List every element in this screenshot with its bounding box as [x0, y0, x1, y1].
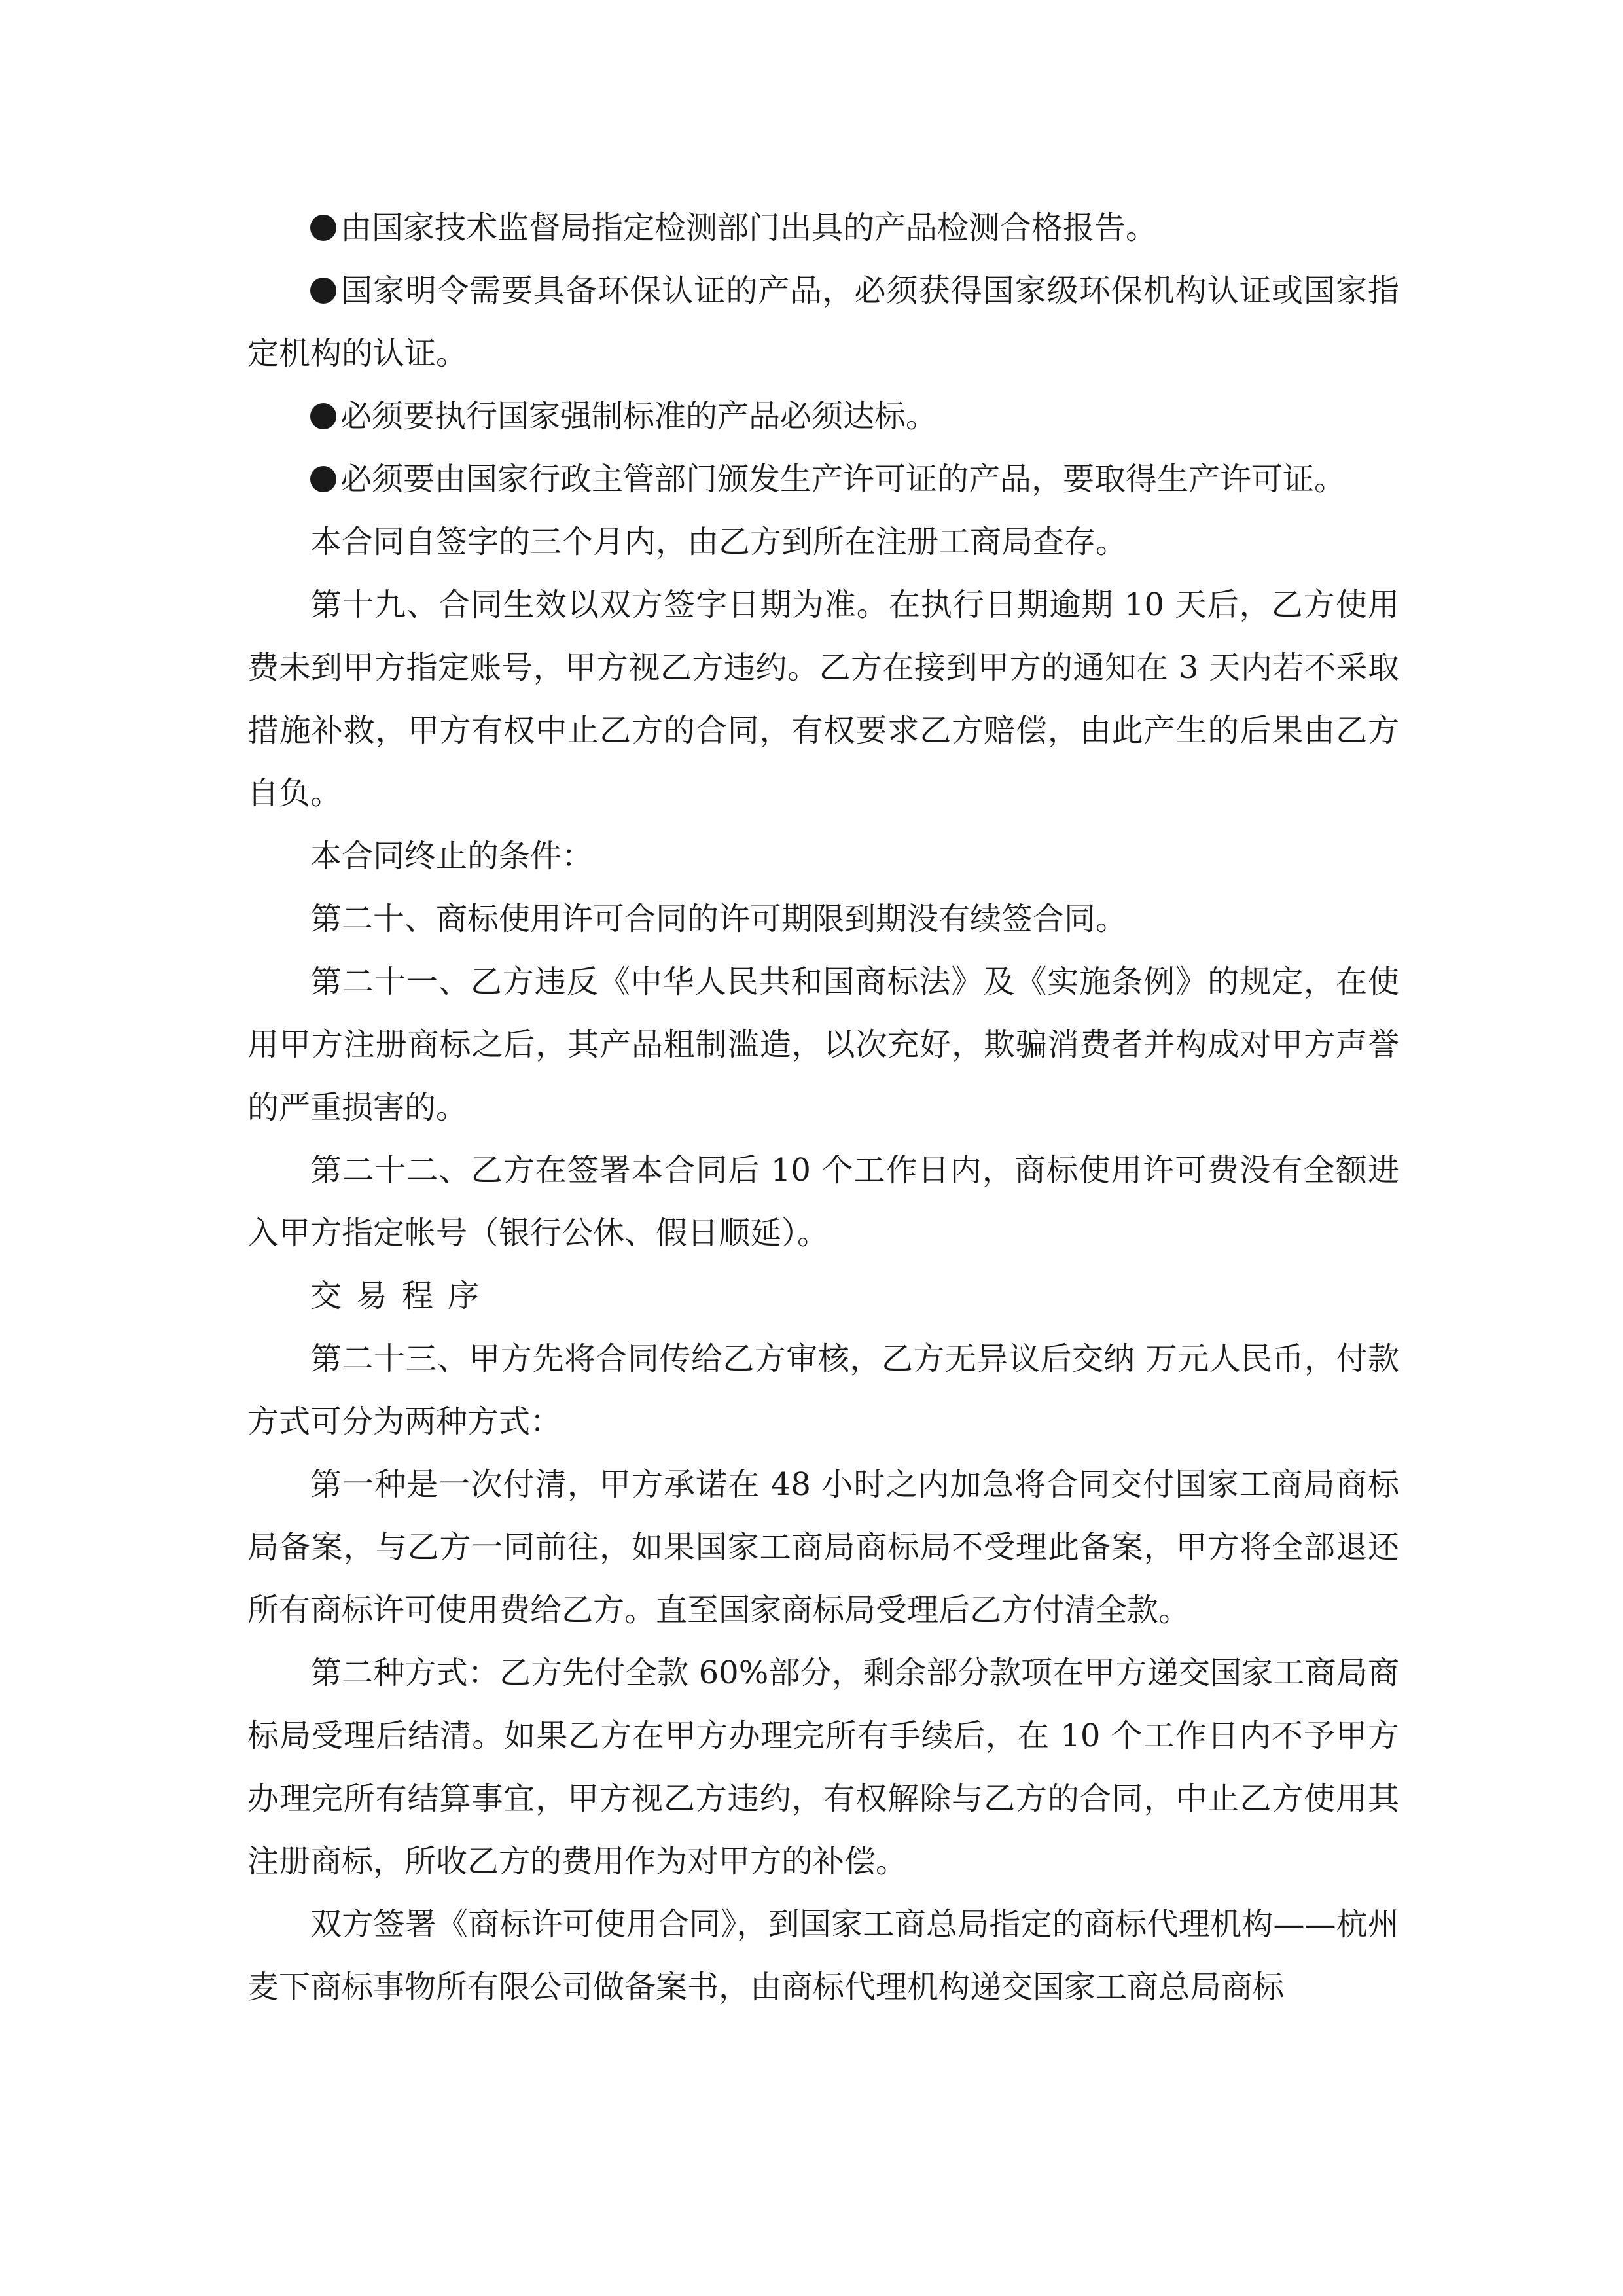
bullet-text: 必须要由国家行政主管部门颁发生产许可证的产品，要取得生产许可证。: [340, 461, 1346, 497]
paragraph-payment-option-2: 第二种方式：乙方先付全款 60%部分，剩余部分款项在甲方递交国家工商局商标局受理后结清。如果乙方在甲方办理完所有手续后，在 10 个工作日内不予甲方办理完所有结算事宜，甲方视乙方违约，有权解除与乙方的合同，中止乙方使用其注册商标，所收乙方的费用作为对甲方的补偿。: [247, 1655, 1399, 1880]
bullet-icon: [310, 215, 336, 241]
paragraph-payment-option-1: 第一种是一次付清，甲方承诺在 48 小时之内加急将合同交付国家工商局商标局备案，与乙方一同前往，如果国家工商局商标局不受理此备案，甲方将全部退还所有商标许可使用费给乙方。直至国家商标局受理后乙方付清全款。: [247, 1466, 1399, 1628]
paragraph-signing: 双方签署《商标许可使用合同》，到国家工商总局指定的商标代理机构——杭州麦下商标事物所有限公司做备案书，由商标代理机构递交国家工商总局商标: [247, 1906, 1399, 2005]
paragraph-filing: 本合同自签字的三个月内，由乙方到所在注册工商局查存。: [310, 524, 1128, 560]
bullet-icon: [310, 278, 336, 304]
bullet-text: 由国家技术监督局指定检测部门出具的产品检测合格报告。: [340, 209, 1158, 246]
bullet-icon: [310, 403, 336, 429]
bullet-text: 国家明令需要具备环保认证的产品，必须获得国家级环保机构认证或国家指定机构的认证。: [247, 272, 1399, 372]
paragraph-article-21: 第二十一、乙方违反《中华人民共和国商标法》及《实施条例》的规定，在使用甲方注册商标之后，其产品粗制滥造，以次充好，欺骗消费者并构成对甲方声誉的严重损害的。: [247, 963, 1399, 1126]
bullet-item: [247, 259, 1399, 385]
section-heading-transaction: 交易程序: [310, 1278, 494, 1314]
paragraph-article-22: 第二十二、乙方在签署本合同后 10 个工作日内，商标使用许可费没有全额进入甲方指定帐号（银行公休、假日顺延）。: [247, 1152, 1399, 1251]
bullet-text: 必须要执行国家强制标准的产品必须达标。: [340, 398, 938, 435]
paragraph-article-19: 第十九、合同生效以双方签字日期为准。在执行日期逾期 10 天后，乙方使用费未到甲方指定账号，甲方视乙方违约。乙方在接到甲方的通知在 3 天内若不采取措施补救，甲方有权中止乙方的合同，有权要求乙方赔偿，由此产生的后果由乙方自负。: [247, 586, 1399, 812]
bullet-item: [247, 196, 1399, 259]
paragraph-article-20: 第二十、商标使用许可合同的许可期限到期没有续签合同。: [310, 901, 1128, 937]
paragraph-article-23: 第二十三、甲方先将合同传给乙方审核，乙方无异议后交纳 万元人民币，付款方式可分为两种方式：: [247, 1340, 1399, 1440]
bullet-item: [247, 448, 1399, 511]
paragraph-termination-heading: 本合同终止的条件：: [310, 838, 594, 874]
bullet-item: [247, 385, 1399, 448]
bullet-icon: [310, 466, 336, 492]
document-body: [247, 196, 1399, 2018]
